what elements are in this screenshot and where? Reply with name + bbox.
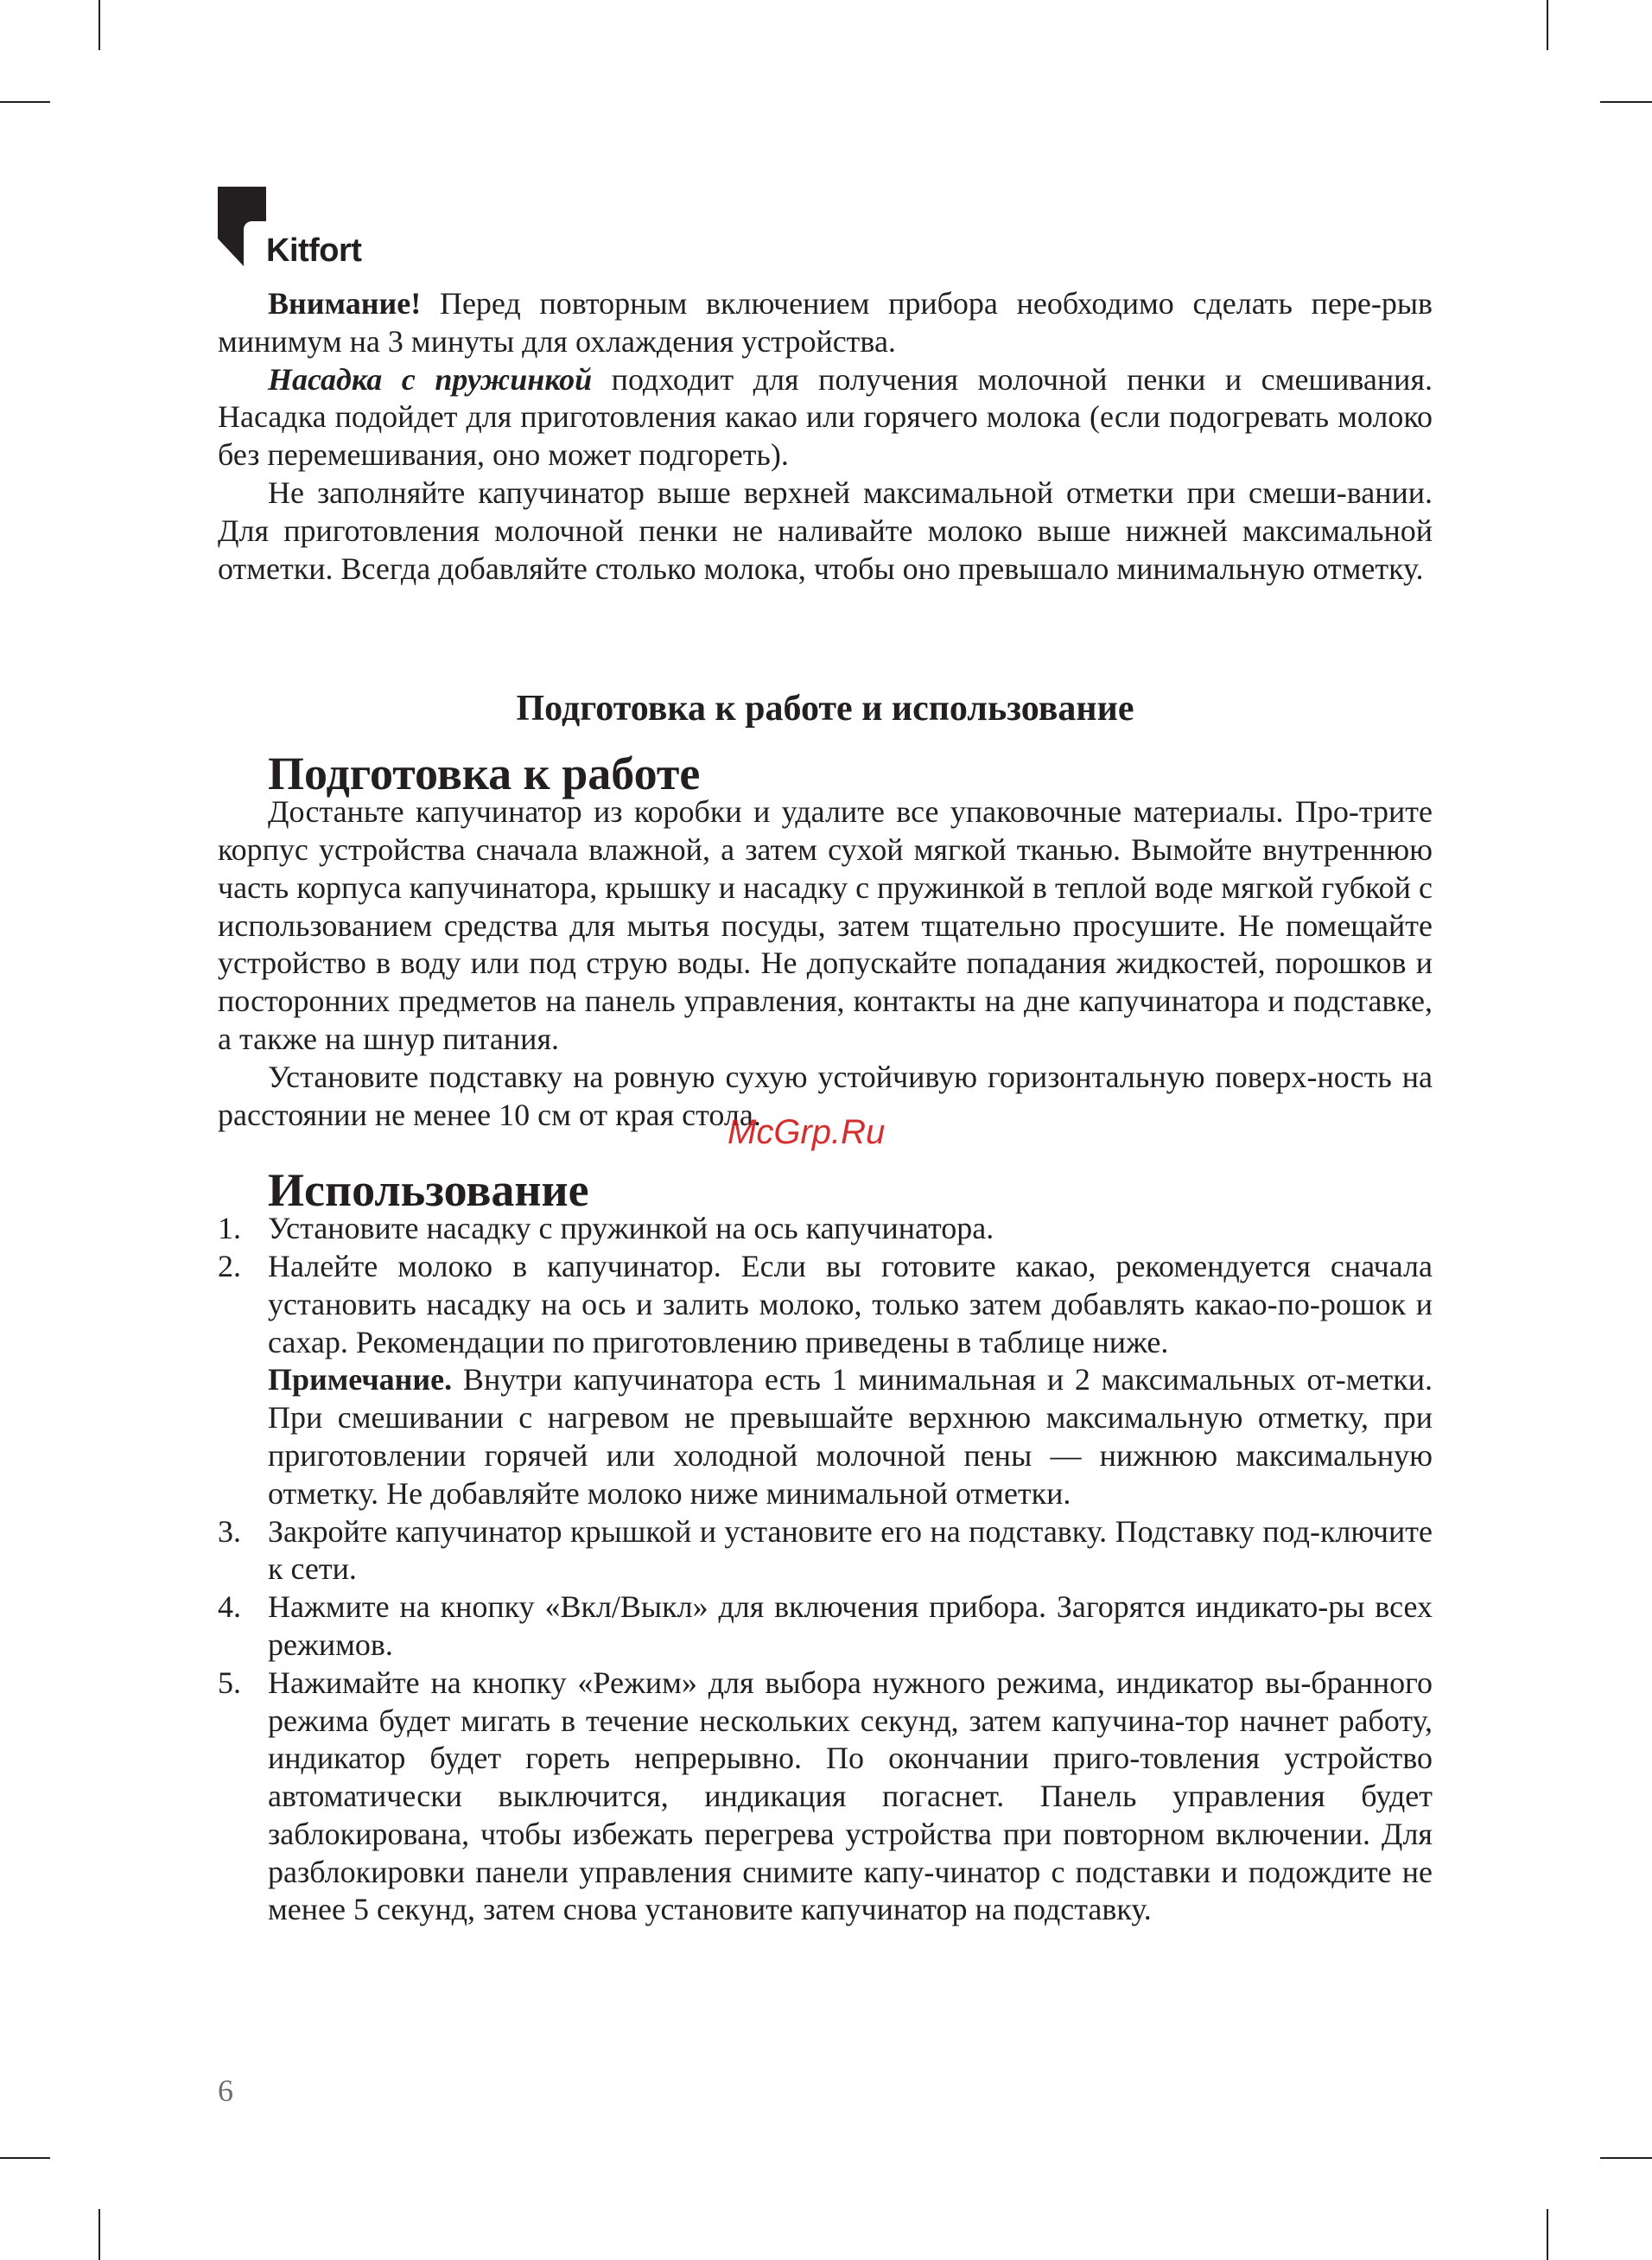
list-item	[218, 1665, 1433, 1930]
step-note	[268, 1361, 1433, 1512]
prep-paragraph-1: Достаньте капучинатор из коробки и удалите все упаковочные материалы. Про-трите корпус устройства сначала влажной, а затем сухой мягкой тканью. Вымойте внутреннюю часть корпуса капучинатора, крышку и насадку с пружинкой в теплой воде мягкой губкой с использованием средства для мытья посуды, затем тщательно просушите. Не помещайте устройство в воду или под струю воды. Не допускайте попадания жидкостей, порошков и посторонних предметов на панель управления, контакты на дне капучинатора и подставке, а также на шнур питания.	[218, 794, 1433, 1056]
step-text: Закройте капучинатор крышкой и установите его на подставку. Подставку под-ключите к сети.	[268, 1513, 1433, 1587]
step-text: Налейте молоко в капучинатор. Если вы готовите какао, рекомендуется сначала установить насадку на ось и залить молоко, только затем добавлять какао-по-рошок и сахар. Рекомендации по приготовлению приведены в таблице ниже.	[268, 1248, 1433, 1359]
step-number: 2.	[218, 1248, 241, 1283]
list-item	[218, 1588, 1433, 1665]
usage-steps	[218, 1210, 1433, 1929]
warning-paragraph	[218, 285, 1433, 361]
watermark: McGrp.Ru	[728, 1113, 886, 1151]
step-number: 3.	[218, 1513, 241, 1549]
section-title: Подготовка к работе и использование	[516, 689, 1134, 729]
step-number: 1.	[218, 1211, 241, 1246]
attachment-label: Насадка с пружинкой	[268, 361, 593, 397]
kitfort-logo-icon	[218, 187, 266, 266]
crop-mark	[0, 2157, 50, 2159]
crop-mark	[0, 101, 50, 103]
crop-mark	[98, 2209, 100, 2260]
note-text: Внутри капучинатора есть 1 минимальная и 2 максимальных от-метки. При смешивании с нагревом не превышайте верхнюю максимальную отметку, при приготовлении горячей или холодной молочной пены — нижнюю максимальную отметку. Не добавляйте молоко ниже минимальной отметки.	[268, 1362, 1433, 1511]
page-number: 6	[218, 2073, 233, 2108]
page-content	[218, 285, 1433, 1929]
list-item	[218, 1513, 1433, 1589]
warning-text: Перед повторным включением прибора необходимо сделать пере-рыв минимум на 3 минуты для охлаждения устройства.	[218, 286, 1433, 359]
crop-mark	[1547, 2209, 1548, 2260]
list-item	[218, 1248, 1433, 1513]
usage-heading: Использование	[268, 1164, 589, 1217]
crop-mark	[1600, 101, 1652, 103]
step-text: Установите насадку с пружинкой на ось капучинатора.	[268, 1211, 994, 1246]
attachment-text: подходит для получения молочной пенки и смешивания. Насадка подойдет для приготовления какао или горячего молока (если подогревать молоко без перемешивания, оно может подгореть).	[218, 361, 1433, 473]
brand-logo	[218, 187, 391, 273]
step-number: 5.	[218, 1665, 241, 1700]
fill-level-paragraph: Не заполняйте капучинатор выше верхней максимальной отметки при смеши-вании. Для приготовления молочной пенки не наливайте молоко выше нижней максимальной отметки. Всегда добавляйте столько молока, чтобы оно превышало минимальную отметку.	[218, 474, 1433, 586]
prep-paragraph-2: Установите подставку на ровную сухую устойчивую горизонтальную поверх-ность на расстоянии не менее 10 см от края стола.	[218, 1059, 1433, 1132]
list-item	[218, 1210, 1433, 1248]
note-label: Примечание.	[268, 1362, 453, 1397]
prep-heading: Подготовка к работе	[268, 748, 701, 800]
step-text: Нажимайте на кнопку «Режим» для выбора нужного режима, индикатор вы-бранного режима будет мигать в течение нескольких секунд, затем капучина-тор начнет работу, индикатор будет гореть непрерывно. По окончании приго-товления устройство автоматически выключится, индикация погаснет. Панель управления будет заблокирована, чтобы избежать перегрева устройства при повторном включении. Для разблокировки панели управления снимите капу-чинатор с подставки и подождите не менее 5 секунд, затем снова установите капучинатор на подставку.	[268, 1665, 1433, 1927]
warning-label: Внимание!	[268, 286, 422, 321]
step-number: 4.	[218, 1589, 241, 1625]
crop-mark	[1600, 2157, 1652, 2159]
brand-name: Kitfort	[266, 232, 362, 269]
crop-mark	[1547, 0, 1548, 50]
attachment-paragraph	[218, 361, 1433, 474]
step-text: Нажмите на кнопку «Вкл/Выкл» для включения прибора. Загорятся индикато-ры всех режимов.	[268, 1589, 1433, 1662]
crop-mark	[98, 0, 100, 50]
